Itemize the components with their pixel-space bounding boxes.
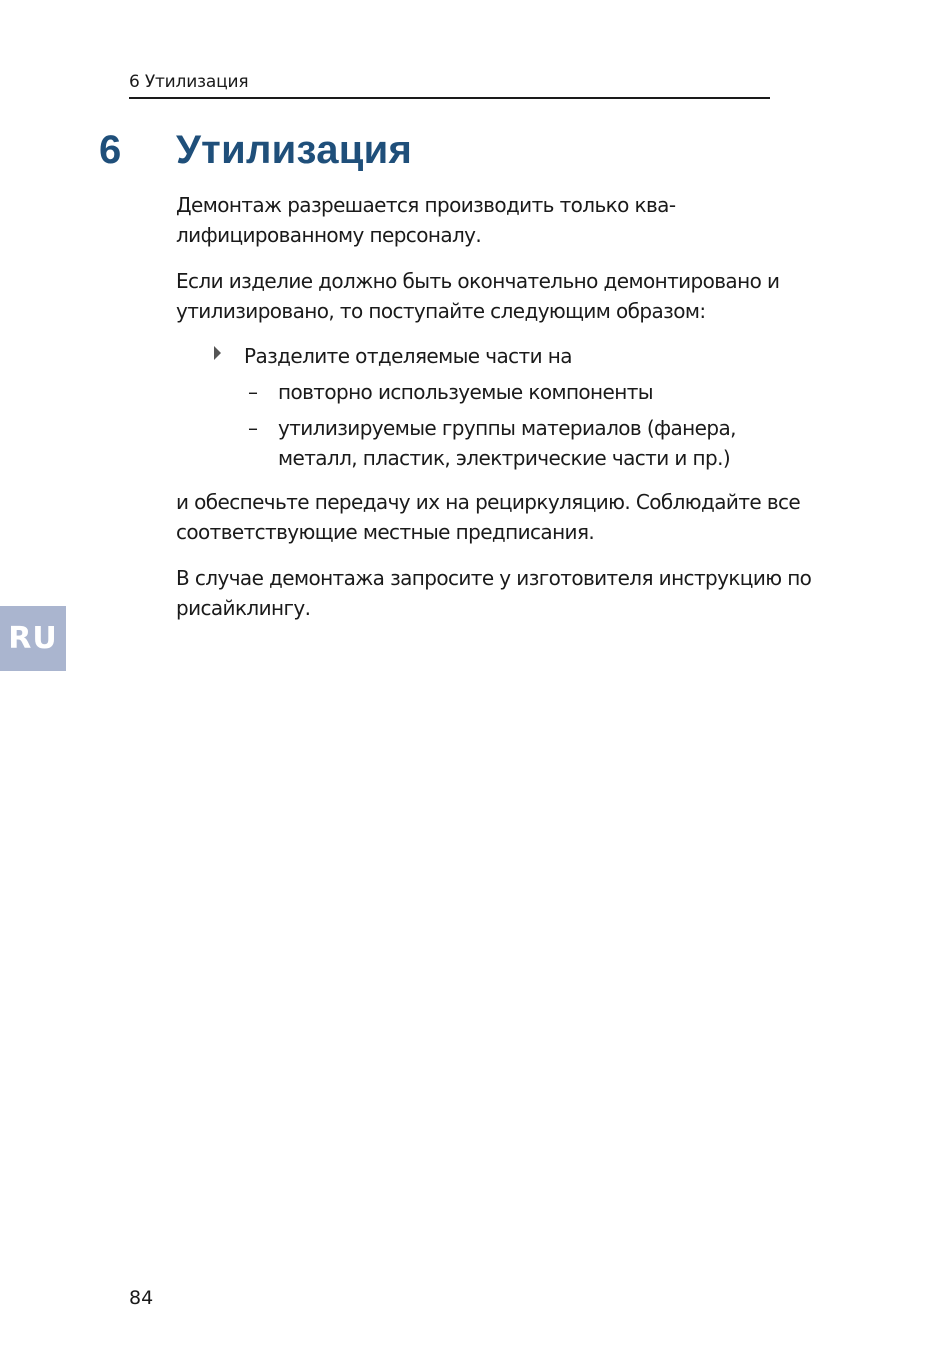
paragraph-text: Если изделие должно быть окончательно демонтировано и утилизировано, то поступайте следующим образом: (176, 269, 780, 323)
triangle-bullet-icon (214, 346, 221, 360)
paragraph-manufacturer-instructions (176, 563, 816, 623)
running-header: 6 Утилизация (129, 70, 770, 99)
paragraph-text: и обеспечьте передачу их на рециркуляцию. Соблюдайте все соответствующие местные предписания. (176, 490, 801, 544)
dash-bullet: – (248, 380, 258, 404)
sub-item-text: повторно используемые компоненты (278, 380, 653, 404)
chapter-title: Утилизация (176, 128, 413, 172)
chapter-number: 6 (99, 128, 122, 172)
paragraph-qualified-personnel (176, 190, 816, 250)
paragraph-text: В случае демонтажа запросите у изготовителя инструкцию по рисайклингу. (176, 566, 812, 620)
paragraph-disposal-intro (176, 266, 816, 326)
paragraph-text: Демонтаж разрешается производить только ква- лифицированному персоналу. (176, 193, 676, 247)
page-number: 84 (129, 1287, 154, 1309)
step-text: Разделите отделяемые части на (244, 344, 572, 368)
dash-bullet: – (248, 416, 258, 440)
sub-item-text: утилизируемые группы материалов (фанера, металл, пластик, электрические части и пр.) (278, 416, 736, 470)
language-tab: RU (0, 606, 66, 671)
paragraph-recycling (176, 487, 816, 547)
